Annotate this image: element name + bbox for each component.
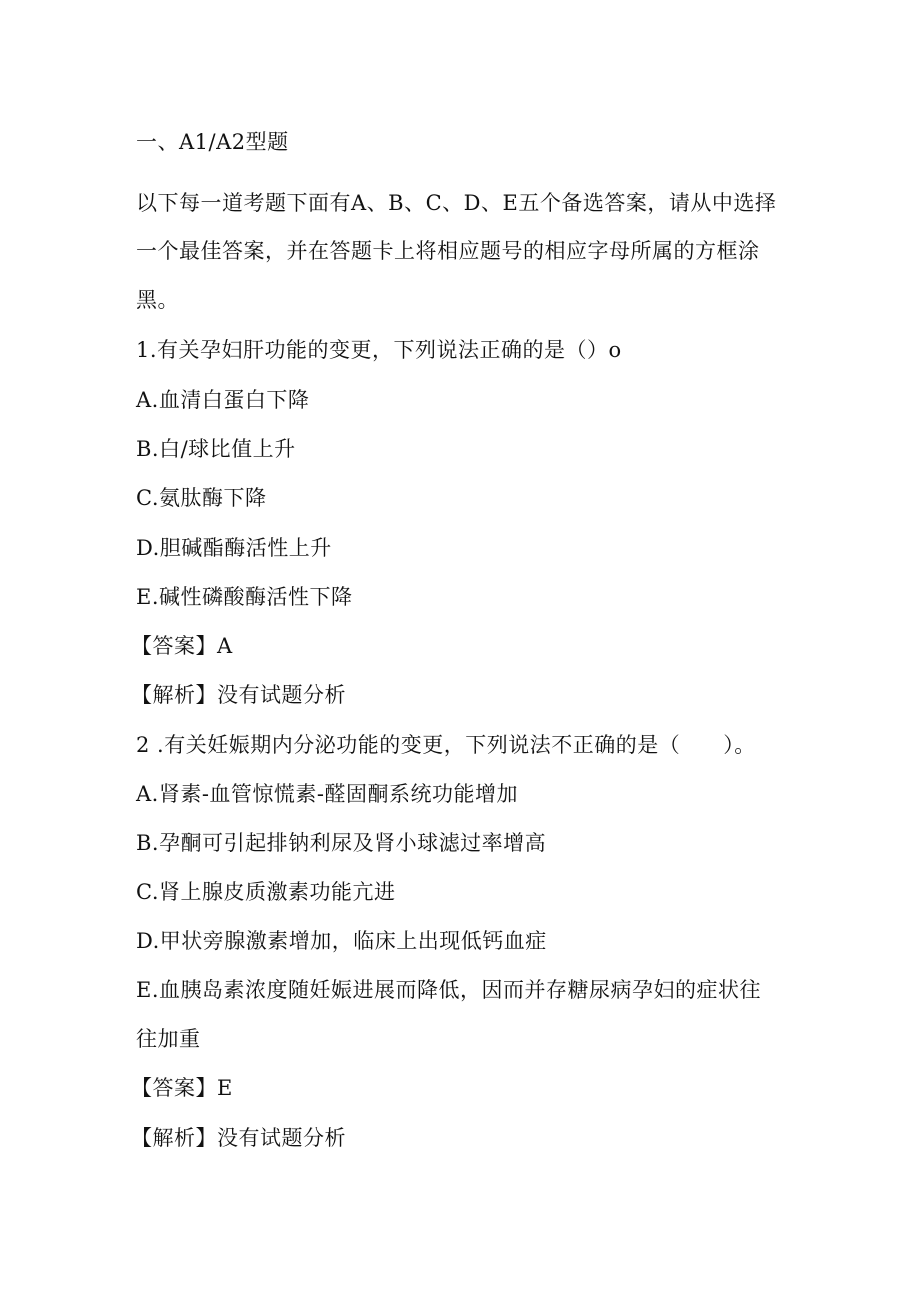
section-title: 一、A1/A2型题 [136,130,289,154]
question-1-option-b: B.白/球比值上升 [136,437,296,461]
question-2-option-e-line-2: 往加重 [136,1027,201,1051]
question-2-option-a: A.肾素-血管惊慌素-醛固酮系统功能增加 [136,782,519,806]
question-1-option-d: D.胆碱酯酶活性上升 [136,536,332,560]
question-2-answer: 【答案】E [131,1076,233,1100]
question-2-option-d: D.甲状旁腺激素增加，临床上出现低钙血症 [136,929,547,953]
instructions-line-1: 以下每一道考题下面有A、B、C、D、E五个备选答案，请从中选择 [136,191,777,215]
question-1-option-a: A.血清白蛋白下降 [136,388,310,412]
question-2-analysis: 【解析】没有试题分析 [131,1126,346,1150]
question-2-option-e-line-1: E.血胰岛素浓度随妊娠进展而降低，因而并存糖尿病孕妇的症状往 [136,978,762,1002]
instructions-line-3: 黑。 [136,288,179,312]
question-1-stem: 1.有关孕妇肝功能的变更，下列说法正确的是（）o [136,338,622,362]
question-1-answer: 【答案】A [131,634,233,658]
question-1-option-c: C.氨肽酶下降 [136,486,267,510]
question-1-analysis: 【解析】没有试题分析 [131,683,346,707]
question-2-option-c: C.肾上腺皮质激素功能亢进 [136,880,396,904]
instructions-line-2: 一个最佳答案，并在答题卡上将相应题号的相应字母所属的方框涂 [136,239,760,263]
question-2-stem: 2 .有关妊娠期内分泌功能的变更，下列说法不正确的是（ ）。 [136,733,756,757]
question-1-option-e: E.碱性磷酸酶活性下降 [136,585,353,609]
question-2-option-b: B.孕酮可引起排钠利尿及肾小球滤过率增高 [136,831,547,855]
